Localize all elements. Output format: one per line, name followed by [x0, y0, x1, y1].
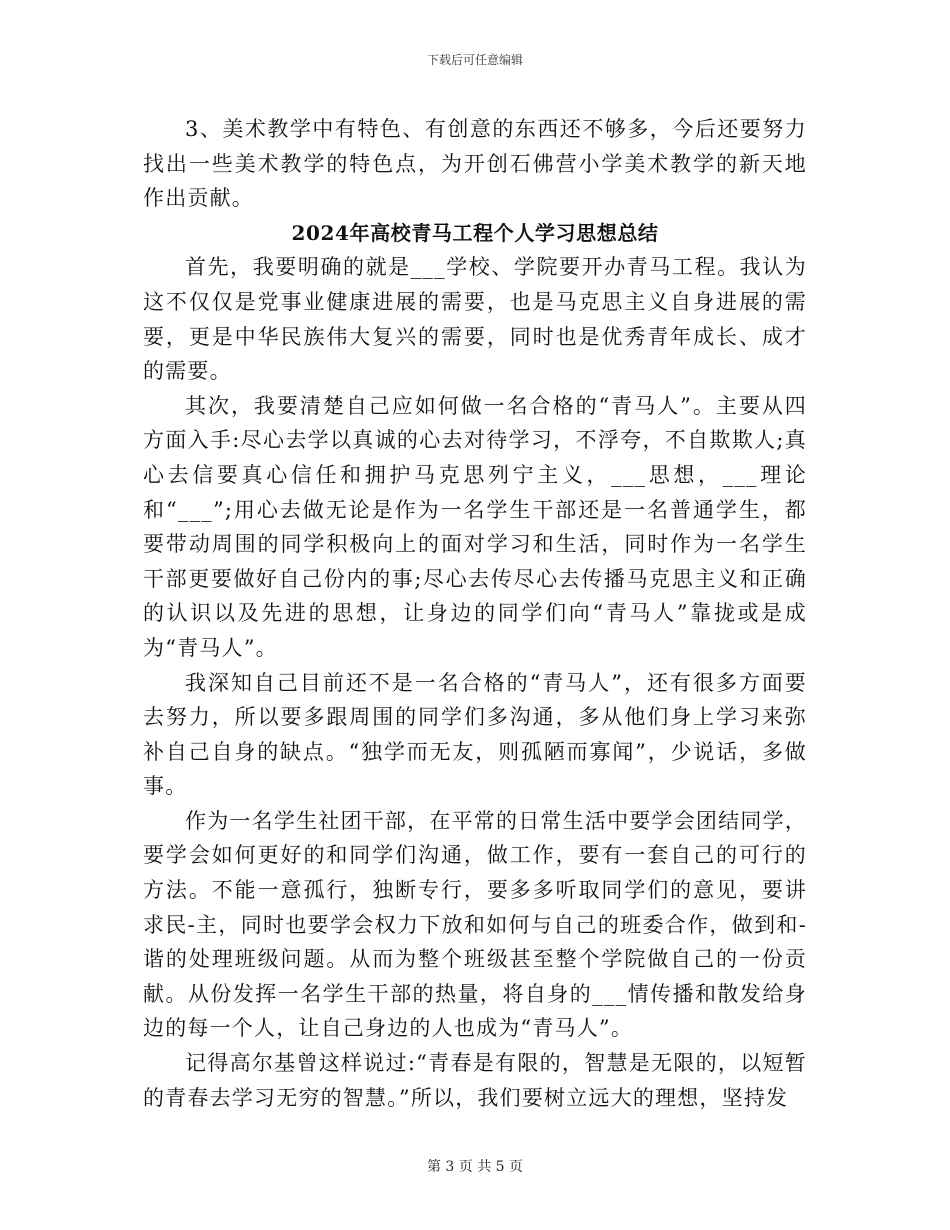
paragraph-1: 首先，我要明确的就是___学校、学院要开办青马工程。我认为这不仅仅是党事业健康进展的需要，也是马克思主义自身进展的需要，更是中华民族伟大复兴的需要，同时也是优秀青年成长、成才的需要。: [143, 255, 807, 384]
page-footer: 第 3 页 共 5 页: [426, 1159, 524, 1175]
paragraph-2: 其次，我要清楚自己应如何做一名合格的“青马人”。主要从四方面入手:尽心去学以真诚的心去对待学习，不浮夸，不自欺欺人;真心去信要真心信任和拥护马克思列宁主义，___思想，___理论和“___”;用心去做无论是作为一名学生干部还是一名普通学生，都要带动周围的同学积极向上的面对学习和生活，同时作为一名学生干部更要做好自己份内的事;尽心去传尽心去传播马克思主义和正确的认识以及先进的思想，让身边的同学们向“青马人”靠拢或是成为“青马人”。: [143, 393, 807, 660]
intro-paragraph: 3、美术教学中有特色、有创意的东西还不够多，今后还要努力找出一些美术教学的特色点，为开创石佛营小学美术教学的新天地作出贡献。: [143, 117, 807, 211]
page-header: 下载后可任意编辑: [426, 53, 523, 67]
document-body: [143, 112, 807, 1115]
paragraph-3: 我深知自己目前还不是一名合格的“青马人”，还有很多方面要去努力，所以要多跟周围的同学们多沟通，多从他们身上学习来弥补自己自身的缺点。“独学而无友，则孤陋而寡闻”，少说话，多做事。: [143, 670, 807, 799]
paragraph-4: 作为一名学生社团干部，在平常的日常生活中要学会团结同学，要学会如何更好的和同学们沟通，做工作，要有一套自己的可行的方法。不能一意孤行，独断专行，要多多听取同学们的意见，要讲求民-主，同时也要学会权力下放和如何与自己的班委合作，做到和-谐的处理班级问题。从而为整个班级甚至整个学院做自己的一份贡献。从份发挥一名学生干部的热量，将自身的___情传播和散发给身边的每一个人，让自己身边的人也成为“青马人”。: [143, 808, 807, 1041]
paragraph-5: 记得高尔基曾这样说过:“青春是有限的，智慧是无限的，以短暂的青春去学习无穷的智慧。”所以，我们要树立远大的理想，坚持发: [143, 1051, 807, 1110]
document-title: 2024年高校青马工程个人学习思想总结: [291, 220, 659, 245]
